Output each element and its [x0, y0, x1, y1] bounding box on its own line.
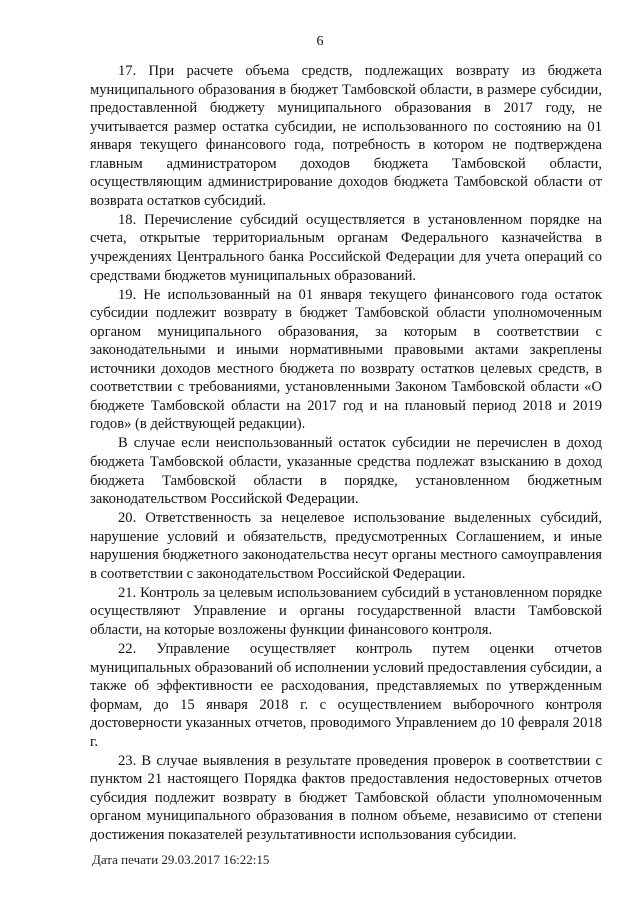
paragraph-21: 21. Контроль за целевым использованием субсидий в установленном порядке осуществляют Управление и органы государственной власти Тамбовской области, на которые возложены функции финансового контроля.	[90, 584, 602, 638]
page-number: 6	[316, 34, 324, 49]
print-date: Дата печати 29.03.2017 16:22:15	[92, 852, 270, 867]
paragraph-20: 20. Ответственность за нецелевое использование выделенных субсидий, нарушение условий и обязательств, предусмотренных Соглашением, и иные нарушения бюджетного законодательства несут органы местного самоуправления в соответствии с законодательством Российской Федерации.	[90, 510, 602, 582]
paragraph-19-continuation: В случае если неиспользованный остаток субсидии не перечислен в доход бюджета Тамбовской области, указанные средства подлежат взысканию в доход бюджета Тамбовской области в порядке, установленном бюджетным законодательством Российской Федерации.	[90, 435, 602, 508]
document-body	[90, 62, 602, 844]
paragraph-23: 23. В случае выявления в результате проведения проверок в соответствии с пунктом 21 настоящего Порядка фактов предоставления недостоверных отчетов субсидия подлежит возврату в бюджет Тамбовской области уполномоченным органом муниципального образования в полном объеме, независимо от степени достижения показателей результативности использования субсидии.	[90, 752, 602, 843]
paragraph-18: 18. Перечисление субсидий осуществляется в установленном порядке на счета, открытые территориальным органам Федерального казначейства в учреждениях Центрального банка Российской Федерации для учета операций со средствами бюджетов муниципальных образований.	[90, 211, 602, 284]
paragraph-17: 17. При расчете объема средств, подлежащих возврату из бюджета муниципального образования в бюджет Тамбовской области, в размере субсидии, предоставленной бюджету муниципального образования в 2017 году, не учитывается размер остатка субсидии, не использованного по состоянию на 01 января текущего финансового года, потребность в котором не подтверждена главным администратором доходов бюджета Тамбовской области, осуществляющим администрирование доходов бюджета Тамбовской области от возврата остатков субсидий.	[90, 63, 602, 209]
paragraph-22: 22. Управление осуществляет контроль путем оценки отчетов муниципальных образований об исполнении условий предоставления субсидии, а также об эффективности ее расходования, представляемых по утвержденным формам, до 15 января 2018 г. с осуществлением выборочного контроля достоверности указанных отчетов, проводимого Управлением до 10 февраля 2018 г.	[90, 640, 602, 750]
paragraph-19: 19. Не использованный на 01 января текущего финансового года остаток субсидии подлежит возврату в бюджет Тамбовской области уполномоченным органом муниципального образования, за которым в соответствии с законодательными и иными нормативными правовыми актами закреплены источники доходов местного бюджета по возврату остатков целевых средств, в соответствии с требованиями, установленными Законом Тамбовской области «О бюджете Тамбовской области на 2017 год и на плановый период 2018 и 2019 годов» (в действующей редакции).	[90, 286, 602, 433]
